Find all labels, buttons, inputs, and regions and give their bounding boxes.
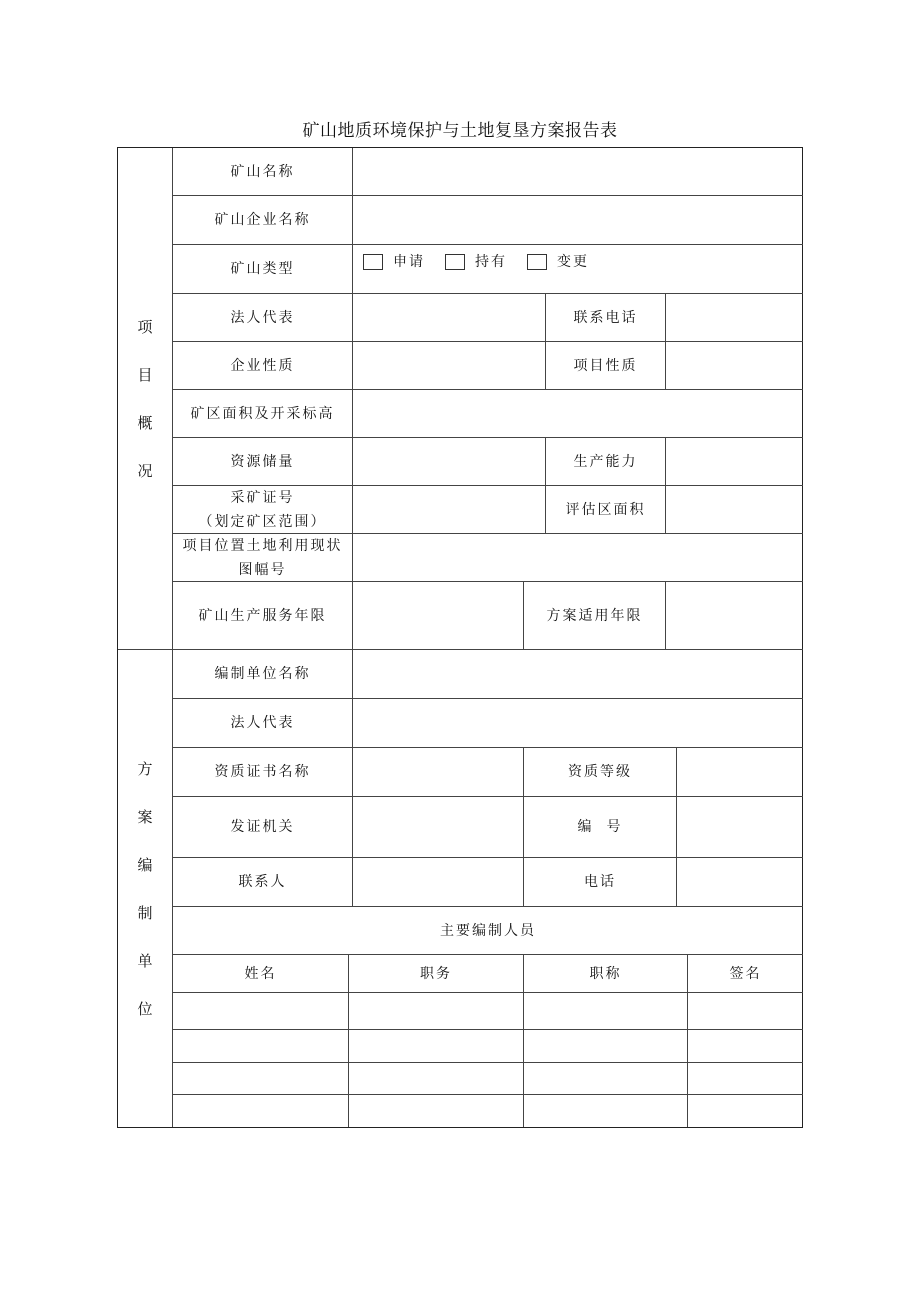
label-plan-years: 方案适用年限 — [524, 582, 666, 650]
license-number-line2: （划定矿区范围） — [198, 513, 327, 530]
field-reserves[interactable] — [353, 438, 546, 486]
label-enterprise-nature: 企业性质 — [173, 342, 353, 390]
field-enterprise-nature[interactable] — [353, 342, 546, 390]
field-legal-rep[interactable] — [353, 294, 546, 342]
staff-cell[interactable] — [173, 993, 349, 1030]
staff-header-title: 职称 — [524, 955, 688, 993]
staff-cell[interactable] — [524, 993, 688, 1030]
option-hold-label: 持有 — [475, 254, 507, 270]
section2-char: 方 — [137, 759, 153, 778]
option-hold[interactable] — [445, 250, 507, 274]
label-phone: 电话 — [524, 858, 677, 907]
field-contact[interactable] — [353, 858, 524, 907]
field-cert-level[interactable] — [677, 748, 803, 797]
staff-cell[interactable] — [524, 1030, 688, 1063]
staff-cell[interactable] — [688, 1095, 803, 1127]
field-phone[interactable] — [677, 858, 803, 907]
field-project-nature[interactable] — [666, 342, 803, 390]
field-service-years[interactable] — [353, 582, 524, 650]
label-eval-area: 评估区面积 — [546, 486, 666, 534]
field-org-legal-rep[interactable] — [353, 699, 803, 748]
staff-cell[interactable] — [173, 1063, 349, 1095]
staff-cell[interactable] — [349, 1063, 524, 1095]
staff-header-signature: 签名 — [688, 955, 803, 993]
section2-char: 位 — [137, 999, 153, 1018]
staff-cell[interactable] — [349, 993, 524, 1030]
license-number-line1: 采矿证号 — [230, 489, 295, 506]
option-change-label: 变更 — [557, 254, 589, 270]
label-cert-level: 资质等级 — [524, 748, 677, 797]
section1-char: 目 — [137, 365, 153, 384]
map-sheet-line2: 图幅号 — [238, 561, 287, 578]
option-apply-label: 申请 — [393, 254, 425, 270]
section2-char: 编 — [137, 855, 153, 874]
section2-char: 单 — [137, 951, 153, 970]
label-legal-rep: 法人代表 — [173, 294, 353, 342]
label-capacity: 生产能力 — [546, 438, 666, 486]
label-reserves: 资源储量 — [173, 438, 353, 486]
field-map-sheet-number[interactable] — [353, 534, 803, 582]
staff-header-name: 姓名 — [173, 955, 349, 993]
label-number: 编 号 — [524, 797, 677, 858]
field-license-number[interactable] — [353, 486, 546, 534]
field-capacity[interactable] — [666, 438, 803, 486]
field-company-name[interactable] — [353, 196, 803, 245]
map-sheet-line1: 项目位置土地利用现状 — [182, 537, 343, 554]
page-title: 矿山地质环境保护与土地复垦方案报告表 — [302, 121, 618, 141]
field-cert-name[interactable] — [353, 748, 524, 797]
section1-char: 概 — [137, 413, 153, 432]
staff-header-position: 职务 — [349, 955, 524, 993]
staff-cell[interactable] — [524, 1063, 688, 1095]
field-area-elevation[interactable] — [353, 390, 803, 438]
field-plan-years[interactable] — [666, 582, 803, 650]
label-org-name: 编制单位名称 — [173, 650, 353, 699]
section2-char: 制 — [137, 903, 153, 922]
label-license-number — [173, 486, 353, 534]
checkbox-hold[interactable] — [445, 254, 465, 270]
section-label-plan-organization — [118, 650, 173, 1127]
field-number[interactable] — [677, 797, 803, 858]
option-apply[interactable] — [363, 250, 425, 274]
option-change[interactable] — [527, 250, 589, 274]
field-org-name[interactable] — [353, 650, 803, 699]
staff-cell[interactable] — [349, 1030, 524, 1063]
staff-cell[interactable] — [688, 993, 803, 1030]
field-eval-area[interactable] — [666, 486, 803, 534]
field-contact-phone[interactable] — [666, 294, 803, 342]
label-area-elevation: 矿区面积及开采标高 — [173, 390, 353, 438]
field-mine-type — [353, 245, 803, 294]
section-label-project-overview — [118, 148, 173, 650]
label-company-name: 矿山企业名称 — [173, 196, 353, 245]
label-project-nature: 项目性质 — [546, 342, 666, 390]
section2-char: 案 — [137, 807, 153, 826]
checkbox-change[interactable] — [527, 254, 547, 270]
label-service-years: 矿山生产服务年限 — [173, 582, 353, 650]
label-mine-name: 矿山名称 — [173, 148, 353, 196]
label-contact: 联系人 — [173, 858, 353, 907]
staff-cell[interactable] — [173, 1030, 349, 1063]
staff-cell[interactable] — [173, 1095, 349, 1127]
field-mine-name[interactable] — [353, 148, 803, 196]
staff-cell[interactable] — [688, 1063, 803, 1095]
label-issuer: 发证机关 — [173, 797, 353, 858]
staff-cell[interactable] — [688, 1030, 803, 1063]
label-mine-type: 矿山类型 — [173, 245, 353, 294]
label-org-legal-rep: 法人代表 — [173, 699, 353, 748]
checkbox-apply[interactable] — [363, 254, 383, 270]
staff-section-title: 主要编制人员 — [173, 907, 803, 955]
staff-cell[interactable] — [524, 1095, 688, 1127]
label-cert-name: 资质证书名称 — [173, 748, 353, 797]
label-contact-phone: 联系电话 — [546, 294, 666, 342]
section1-char: 项 — [137, 317, 153, 336]
section1-char: 况 — [137, 461, 153, 480]
staff-cell[interactable] — [349, 1095, 524, 1127]
label-map-sheet-number — [173, 534, 353, 582]
field-issuer[interactable] — [353, 797, 524, 858]
report-form — [117, 147, 803, 1128]
